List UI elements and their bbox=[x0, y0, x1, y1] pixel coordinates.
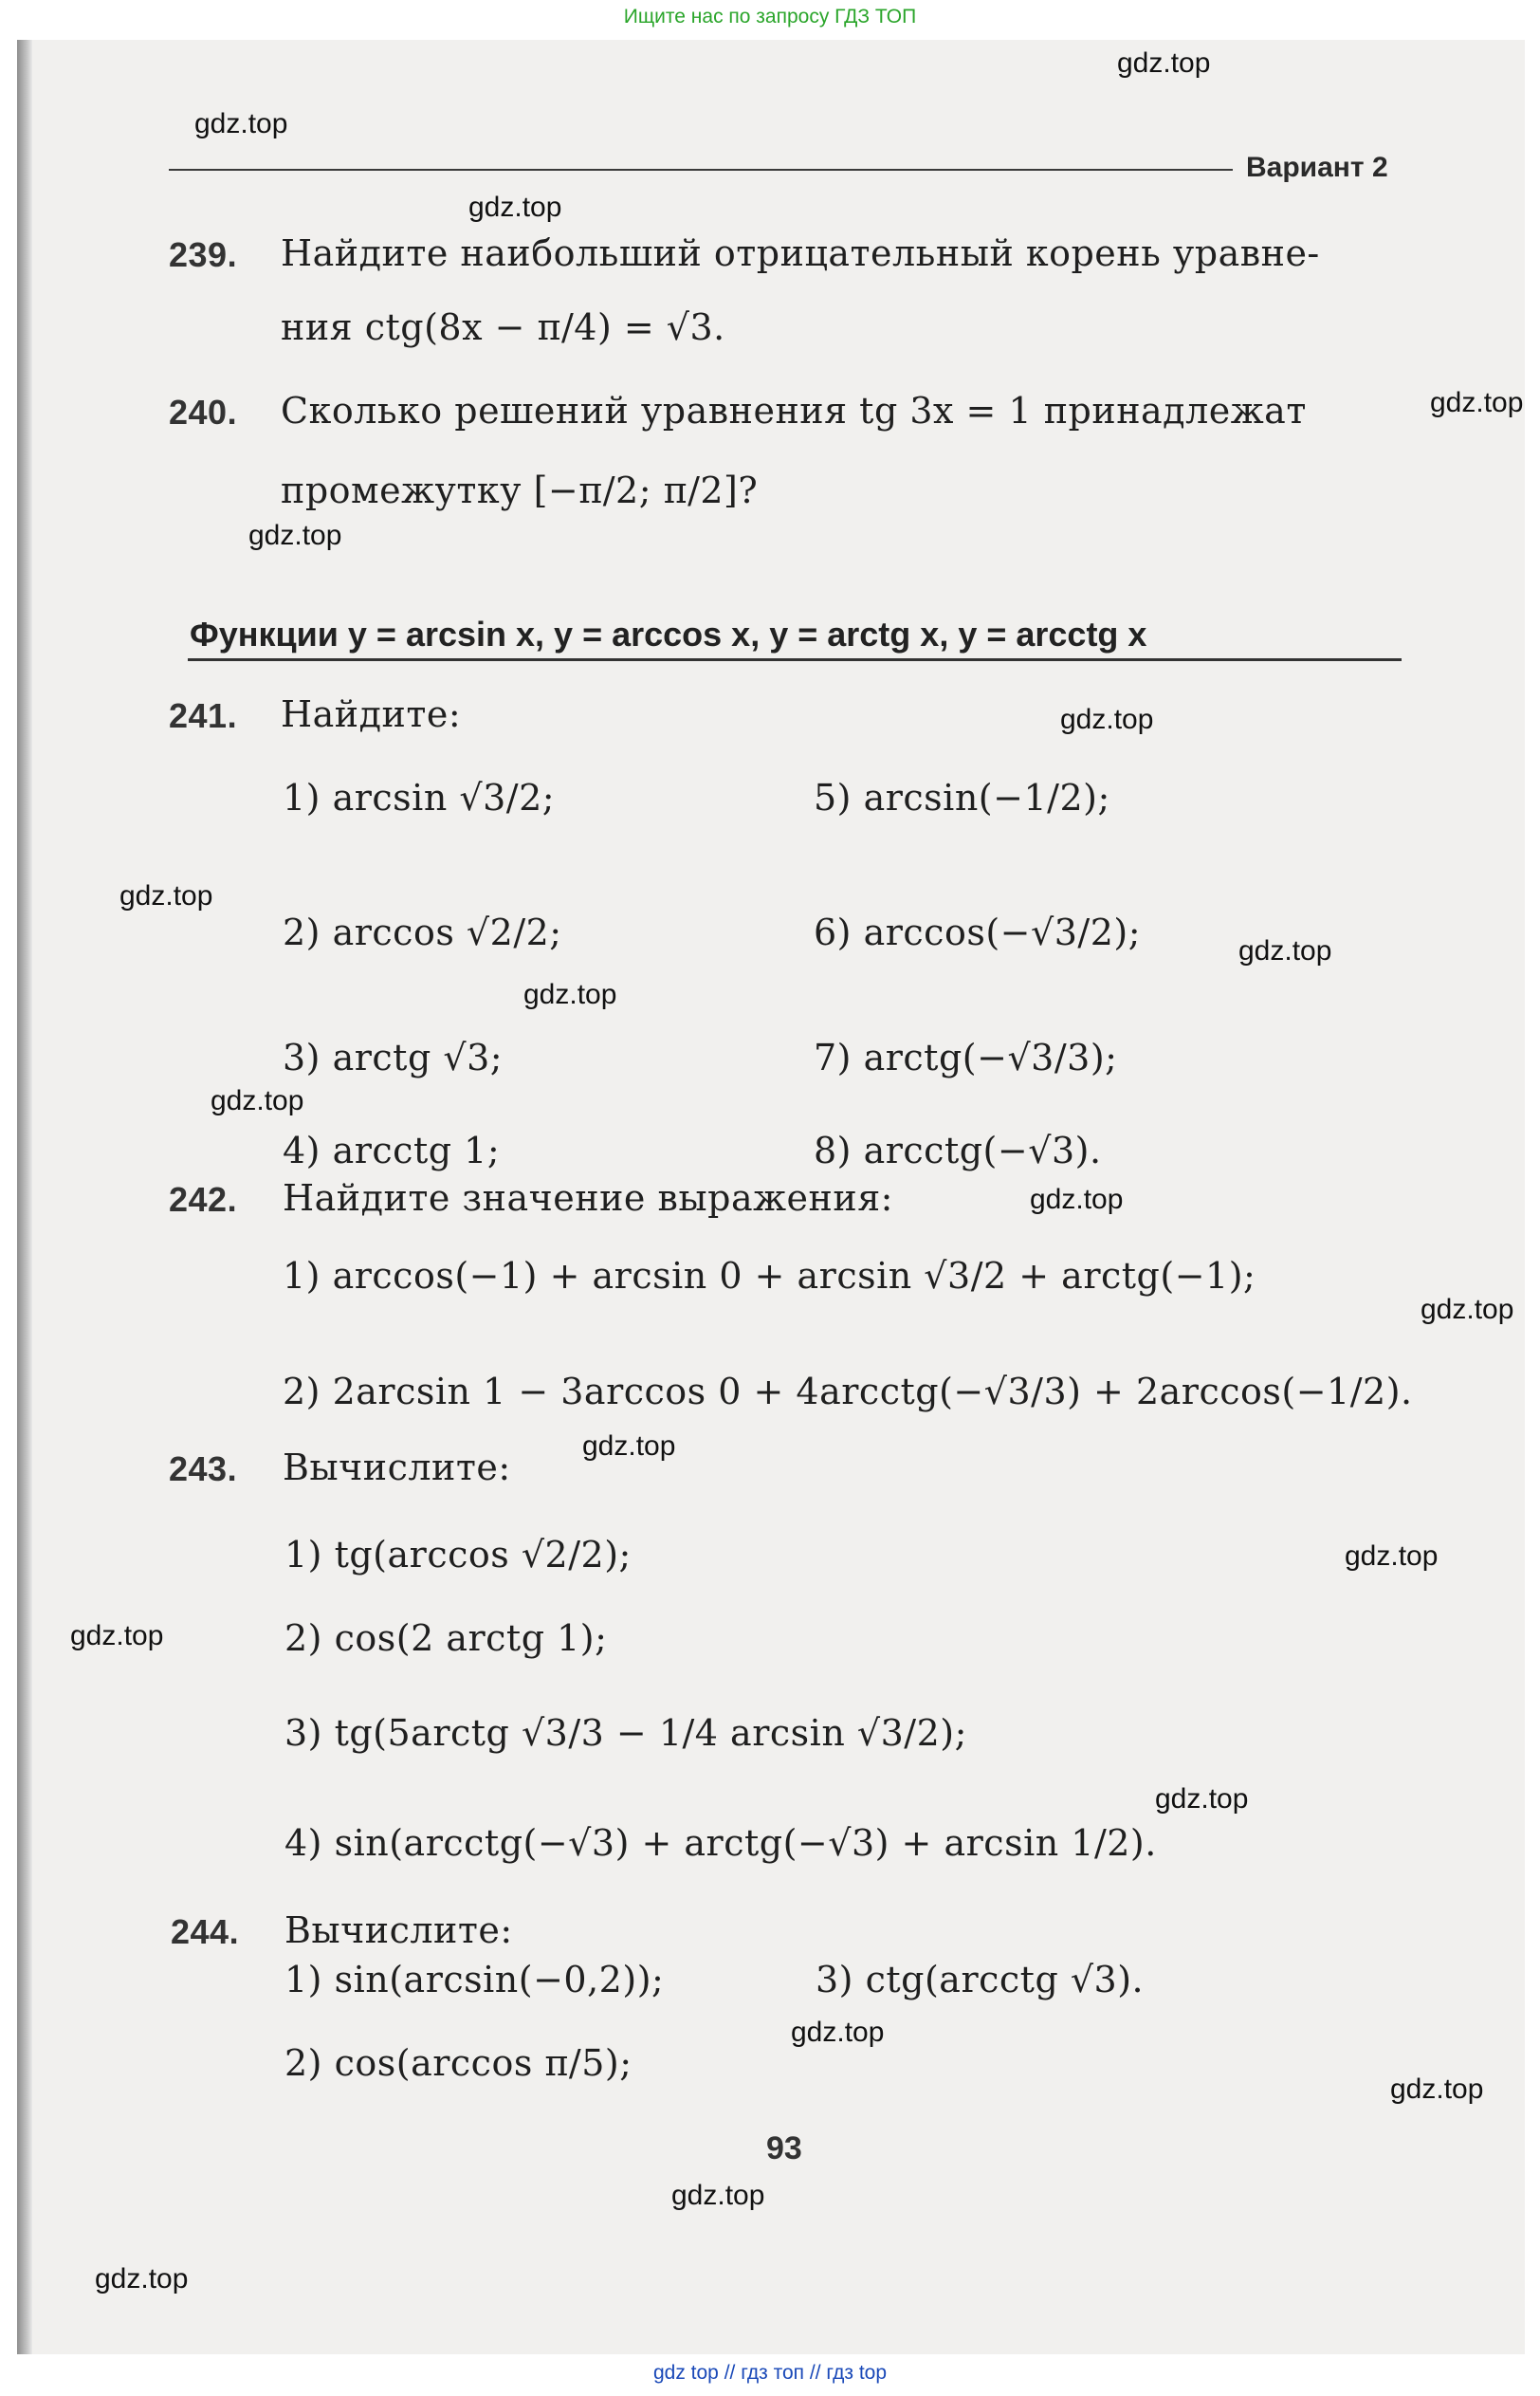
watermark: gdz.top bbox=[194, 108, 288, 139]
problem-241-item: 4) arcctg 1; bbox=[283, 1130, 501, 1171]
problem-243-item: 2) cos(2 arctg 1); bbox=[284, 1617, 608, 1659]
watermark: gdz.top bbox=[582, 1430, 676, 1462]
problem-241-item: 1) arcsin √3/2; bbox=[283, 777, 556, 819]
problem-244-number: 244. bbox=[171, 1912, 240, 1951]
watermark: gdz.top bbox=[119, 880, 213, 912]
watermark: gdz.top bbox=[211, 1085, 304, 1116]
watermark: gdz.top bbox=[671, 2180, 765, 2211]
section-title: Функции y = arcsin x, y = arccos x, y = arctg x, y = arcctg x bbox=[190, 615, 1147, 654]
problem-243-number: 243. bbox=[169, 1449, 238, 1488]
problem-239-line1: Найдите наибольший отрицательный корень уравне- bbox=[281, 232, 1320, 274]
problem-243-prompt: Вычислите: bbox=[283, 1447, 511, 1488]
page-binding bbox=[17, 40, 32, 2354]
watermark: gdz.top bbox=[248, 520, 342, 551]
problem-242-item: 2) 2arcsin 1 − 3arccos 0 + 4arcctg(−√3/3) + 2arccos(−1/2). bbox=[283, 1371, 1413, 1412]
watermark: gdz.top bbox=[95, 2263, 189, 2295]
watermark: gdz.top bbox=[1030, 1184, 1124, 1215]
problem-243-item: 1) tg(arccos √2/2); bbox=[284, 1534, 632, 1576]
header-rule bbox=[169, 169, 1233, 171]
variant-label: Вариант 2 bbox=[1246, 152, 1388, 183]
problem-241-item: 5) arcsin(−1/2); bbox=[814, 777, 1110, 819]
problem-241-prompt: Найдите: bbox=[281, 693, 462, 735]
problem-242-number: 242. bbox=[169, 1180, 238, 1219]
section-rule bbox=[188, 658, 1402, 661]
problem-240-number: 240. bbox=[169, 393, 238, 432]
watermark: gdz.top bbox=[70, 1620, 164, 1651]
watermark: gdz.top bbox=[1238, 935, 1332, 967]
problem-244-item: 1) sin(arcsin(−0,2)); bbox=[284, 1959, 665, 2000]
watermark: gdz.top bbox=[1390, 2073, 1484, 2105]
watermark: gdz.top bbox=[1117, 47, 1211, 79]
problem-243-item: 3) tg(5arctg √3/3 − 1/4 arcsin √3/2); bbox=[284, 1712, 967, 1754]
problem-242-item: 1) arccos(−1) + arcsin 0 + arcsin √3/2 + arctg(−1); bbox=[283, 1255, 1256, 1297]
problem-240-line2: промежутку [−π/2; π/2]? bbox=[281, 470, 759, 511]
page-number: 93 bbox=[766, 2130, 802, 2166]
watermark: gdz.top bbox=[1155, 1783, 1249, 1815]
watermark: gdz.top bbox=[1430, 387, 1524, 418]
problem-241-item: 3) arctg √3; bbox=[283, 1037, 504, 1078]
problem-241-item: 6) arccos(−√3/2); bbox=[814, 912, 1142, 953]
problem-240-line1: Сколько решений уравнения tg 3x = 1 принадлежат bbox=[281, 390, 1307, 432]
watermark: gdz.top bbox=[1060, 704, 1154, 735]
problem-241-item: 7) arctg(−√3/3); bbox=[814, 1037, 1118, 1078]
problem-239-number: 239. bbox=[169, 235, 238, 274]
watermark: gdz.top bbox=[468, 192, 562, 223]
problem-243-item: 4) sin(arcctg(−√3) + arctg(−√3) + arcsin 1/2). bbox=[284, 1822, 1157, 1864]
bottom-banner[interactable]: gdz top // гдз топ // гдз top bbox=[652, 2362, 888, 2384]
problem-244-item: 2) cos(arccos π/5); bbox=[284, 2042, 632, 2084]
top-banner[interactable]: Ищите нас по запросу ГДЗ ТОП bbox=[623, 6, 917, 28]
problem-244-prompt: Вычислите: bbox=[284, 1909, 513, 1951]
watermark: gdz.top bbox=[1345, 1540, 1439, 1572]
watermark: gdz.top bbox=[791, 2017, 885, 2048]
watermark: gdz.top bbox=[523, 979, 617, 1010]
problem-241-item: 8) arcctg(−√3). bbox=[814, 1130, 1102, 1171]
problem-241-item: 2) arccos √2/2; bbox=[283, 912, 562, 953]
problem-242-prompt: Найдите значение выражения: bbox=[283, 1177, 893, 1219]
problem-239-line2: ния ctg(8x − π/4) = √3. bbox=[281, 306, 725, 348]
problem-244-item: 3) ctg(arcctg √3). bbox=[816, 1959, 1145, 2000]
watermark: gdz.top bbox=[1421, 1294, 1514, 1325]
problem-241-number: 241. bbox=[169, 696, 238, 735]
